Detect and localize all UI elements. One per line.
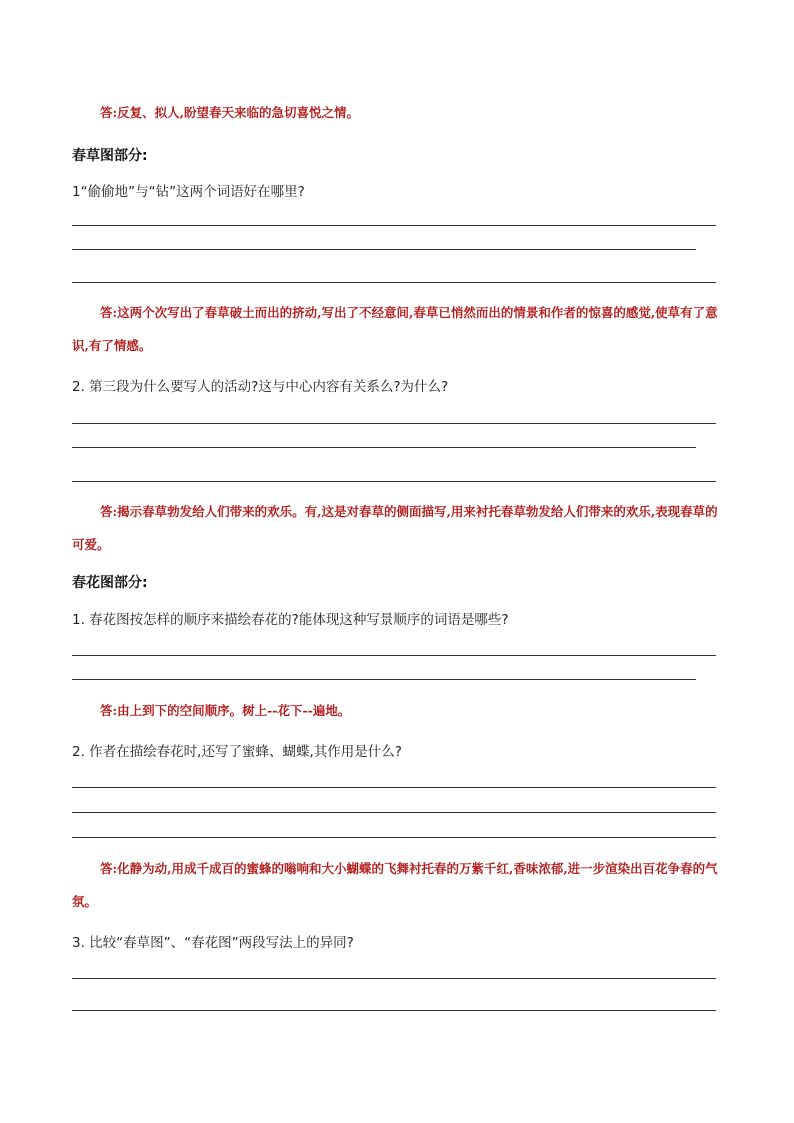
answer-line[interactable]	[72, 679, 696, 680]
answer-line[interactable]	[72, 655, 716, 656]
answer-line[interactable]	[72, 249, 696, 250]
answer-line[interactable]	[72, 481, 716, 482]
answer-text: 答:反复、拟人,盼望春天来临的急切喜悦之情。	[100, 105, 359, 120]
answer-line[interactable]	[72, 423, 716, 424]
answer-text: 答:这两个次写出了春草破土而出的挤动,写出了不经意间,春草已悄然而出的情景和作者的惊喜的感觉,使草有了意识,有了情感。	[72, 305, 718, 353]
answer-text: 答:揭示春草勃发给人们带来的欢乐。有,这是对春草的侧面描写,用来衬托春草勃发给人们带来的欢乐,表现春草的可爱。	[72, 504, 718, 552]
answer-line[interactable]	[72, 225, 716, 226]
answer-line[interactable]	[72, 282, 716, 283]
question-text: 1. 春花图按怎样的顺序来描绘春花的?能体现这种写景顺序的词语是哪些?	[72, 612, 509, 628]
answer-line[interactable]	[72, 787, 716, 788]
answer-text: 答:由上到下的空间顺序。树上--花下--遍地。	[100, 703, 351, 718]
answer-line[interactable]	[72, 837, 716, 838]
question-text: 2. 第三段为什么要写人的活动?这与中心内容有关系么?为什么?	[72, 379, 449, 395]
answer-text: 答:化静为动,用成千成百的蜜蜂的嗡响和大小蝴蝶的飞舞衬托春的万紫千红,香味浓郁,进一步渲染出百花争春的气氛。	[72, 861, 718, 909]
question-text: 2. 作者在描绘春花时,还写了蜜蜂、蝴蝶,其作用是什么?	[72, 744, 402, 760]
question-text: 3. 比较“春草图”、“春花图”两段写法上的异同?	[72, 935, 354, 951]
section-heading: 春草图部分:	[72, 148, 148, 164]
answer-line[interactable]	[72, 1010, 716, 1011]
answer-line[interactable]	[72, 978, 716, 979]
answer-line[interactable]	[72, 812, 716, 813]
section-heading: 春花图部分:	[72, 575, 148, 591]
answer-line[interactable]	[72, 447, 696, 448]
question-text: 1“偷偷地”与“钻”这两个词语好在哪里?	[72, 184, 305, 200]
